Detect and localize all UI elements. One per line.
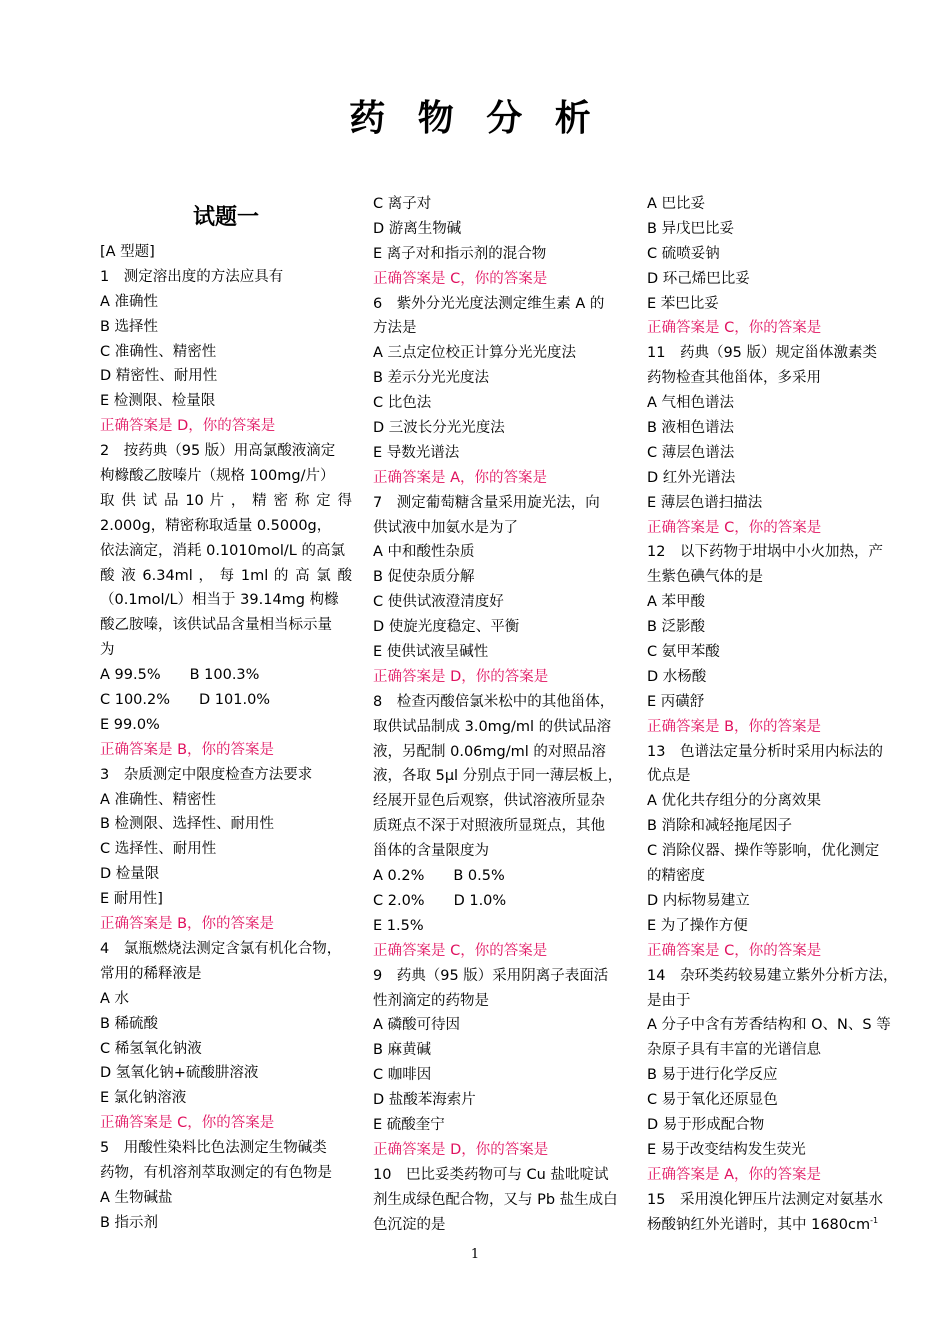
option-line: E 为了操作方便 xyxy=(647,917,748,934)
question-line: 13 色谱法定量分析时采用内标法的 xyxy=(647,743,883,760)
question-line: 14 杂环类药较易建立紫外分析方法， xyxy=(647,967,898,984)
option-line: E 易于改变结构发生荧光 xyxy=(647,1141,806,1158)
text-line: 方法是 xyxy=(373,320,417,337)
answer-line: 正确答案是 C，你的答案是 xyxy=(647,320,822,337)
option-line: B 稀硫酸 xyxy=(100,1015,159,1032)
option-line: C 准确性、精密性 xyxy=(100,343,217,360)
text-line: 酸 液 6.34ml ， 每 1ml 的 高 氯 酸 xyxy=(100,567,352,584)
question-line: 1 测定溶出度的方法应具有 xyxy=(100,268,284,285)
question-line: 9 药典（95 版）采用阴离子表面活 xyxy=(373,967,609,984)
option-line: A 中和酸性杂质 xyxy=(373,544,475,561)
question-line: 12 以下药物于坩埚中小火加热，产 xyxy=(647,544,883,561)
answer-line: 正确答案是 C，你的答案是 xyxy=(647,942,822,959)
option-line: E 导数光谱法 xyxy=(373,444,460,461)
option-line: C 选择性、耐用性 xyxy=(100,841,217,858)
option-line: C 易于氧化还原显色 xyxy=(647,1092,778,1109)
option-line: C 薄层色谱法 xyxy=(647,444,735,461)
document-title: 药 物 分 析 xyxy=(349,98,601,139)
text-line: （0.1mol/L）相当于 39.14mg 枸橼 xyxy=(100,592,339,609)
text-line: 依法滴定，消耗 0.1010mol/L 的高氯 xyxy=(100,542,345,559)
option-line: D 环己烯巴比妥 xyxy=(647,270,750,287)
option-line: C 比色法 xyxy=(373,395,432,412)
option-line: B 泛影酸 xyxy=(647,619,706,636)
text-line: 供试液中加氨水是为了 xyxy=(373,519,518,536)
option-line: B 麻黄碱 xyxy=(373,1042,432,1059)
option-line: D 精密性、耐用性 xyxy=(100,368,218,385)
question-line: 15 采用溴化钾压片法测定对氨基水 xyxy=(647,1191,883,1208)
option-line: D 游离生物碱 xyxy=(373,220,462,237)
option-line: E 离子对和指示剂的混合物 xyxy=(373,245,547,262)
answer-line: 正确答案是 C，你的答案是 xyxy=(373,270,548,287)
option-line: B 选择性 xyxy=(100,318,159,335)
option-line: D 氢氧化钠+硫酸肼溶液 xyxy=(100,1065,259,1082)
text-line: 取供试品制成 3.0mg/ml 的供试品溶 xyxy=(373,718,612,735)
option-line: D 水杨酸 xyxy=(647,668,707,685)
option-line: D 使旋光度稳定、平衡 xyxy=(373,619,520,636)
text-line: 生紫色碘气体的是 xyxy=(647,569,763,586)
superscript: -1 xyxy=(870,1215,879,1225)
option-line: C 2.0% D 1.0% xyxy=(373,892,507,909)
option-line: A 三点定位校正计算分光光度法 xyxy=(373,345,577,362)
text-line: 质斑点不深于对照液所显斑点，其他 xyxy=(373,818,605,835)
text-line: 液，各取 5μl 分别点于同一薄层板上， xyxy=(373,768,623,785)
option-line: B 检测限、选择性、耐用性 xyxy=(100,816,275,833)
option-line: D 三波长分光光度法 xyxy=(373,420,505,437)
option-line: A 巴比妥 xyxy=(647,196,706,212)
question-line: 5 用酸性染料比色法测定生物碱类 xyxy=(100,1140,327,1157)
question-line: 2 按药典（95 版）用高氯酸液滴定 xyxy=(100,443,336,460)
text-line: 杨酸钠红外光谱时，其中 $1680cm^{-1}$ xyxy=(647,1215,879,1233)
option-line: C 硫喷妥钠 xyxy=(647,245,720,262)
option-line: B 指示剂 xyxy=(100,1214,159,1231)
text-line: 是由于 xyxy=(647,992,691,1009)
option-line: A 苯甲酸 xyxy=(647,594,706,611)
option-line: B 异戊巴比妥 xyxy=(647,220,735,237)
option-line: E 耐用性] xyxy=(100,891,163,908)
option-line: E 硫酸奎宁 xyxy=(373,1116,445,1133)
option-line: E 使供试液呈碱性 xyxy=(373,644,489,661)
text-line: [A 型题] xyxy=(100,244,155,260)
answer-line: 正确答案是 D，你的答案是 xyxy=(373,668,549,685)
text-line: 色沉淀的是 xyxy=(373,1216,446,1233)
column-2 xyxy=(373,192,625,1237)
text-line: 剂生成绿色配合物，又与 Pb 盐生成白 xyxy=(373,1191,618,1208)
option-line: D 盐酸苯海索片 xyxy=(373,1092,476,1109)
option-line: C 使供试液澄清度好 xyxy=(373,594,504,611)
option-line: A 准确性 xyxy=(100,293,159,310)
option-line: C 消除仪器、操作等影响，优化测定 xyxy=(647,843,880,860)
option-line: C 100.2% D 101.0% xyxy=(100,692,271,709)
text-line: 常用的稀释液是 xyxy=(100,965,202,982)
question-line: 4 氯瓶燃烧法测定含氯有机化合物， xyxy=(100,940,342,957)
question-line: 8 检查丙酸倍氯米松中的其他甾体， xyxy=(373,693,615,710)
text-line: 为 xyxy=(100,642,115,659)
option-line: A 优化共存组分的分离效果 xyxy=(647,793,822,810)
answer-line: 正确答案是 C，你的答案是 xyxy=(373,942,548,959)
option-line: E 薄层色谱扫描法 xyxy=(647,494,763,511)
option-line: C 氨甲苯酸 xyxy=(647,644,720,661)
option-line: D 易于形成配合物 xyxy=(647,1116,765,1133)
question-line: 11 药典（95 版）规定甾体激素类 xyxy=(647,345,878,362)
column-3 xyxy=(647,192,899,1237)
option-line: C 咖啡因 xyxy=(373,1067,432,1084)
option-line: A 气相色谱法 xyxy=(647,395,735,412)
option-line: E 氯化钠溶液 xyxy=(100,1090,187,1107)
option-line: E 检测限、检量限 xyxy=(100,393,216,410)
option-line: C 稀氢氧化钠液 xyxy=(100,1040,202,1057)
option-line: E 丙磺舒 xyxy=(647,693,705,710)
text-line: 液，另配制 0.06mg/ml 的对照品溶 xyxy=(373,743,606,760)
option-line: A 磷酸可待因 xyxy=(373,1017,461,1034)
answer-line: 正确答案是 C，你的答案是 xyxy=(647,519,822,536)
text-line: 2.000g，精密称取适量 0.5000g， xyxy=(100,517,332,534)
answer-line: 正确答案是 D，你的答案是 xyxy=(373,1141,549,1158)
option-line: D 红外光谱法 xyxy=(647,469,736,486)
question-line: 3 杂质测定中限度检查方法要求 xyxy=(100,766,313,783)
option-line: A 准确性、精密性 xyxy=(100,791,217,808)
answer-line: 正确答案是 D，你的答案是 xyxy=(100,418,276,435)
answer-line: 正确答案是 C，你的答案是 xyxy=(100,1115,275,1132)
option-line: A 0.2% B 0.5% xyxy=(373,868,505,885)
option-line: B 液相色谱法 xyxy=(647,420,735,437)
text-line: 枸橼酸乙胺嗪片（规格 100mg/片） xyxy=(100,468,335,485)
option-line: B 易于进行化学反应 xyxy=(647,1067,778,1084)
text-line: 药物，有机溶剂萃取测定的有色物是 xyxy=(100,1164,332,1181)
text-line: 甾体的含量限度为 xyxy=(373,843,489,860)
question-line: 6 紫外分光光度法测定维生素 A 的 xyxy=(373,295,605,312)
option-line: C 离子对 xyxy=(373,196,432,212)
answer-line: 正确答案是 B，你的答案是 xyxy=(647,718,822,735)
option-line: E 99.0% xyxy=(100,716,160,733)
answer-line: 正确答案是 B，你的答案是 xyxy=(100,916,275,933)
option-line: A 99.5% B 100.3% xyxy=(100,667,260,684)
option-line: A 水 xyxy=(100,990,130,1007)
option-line: B 促使杂质分解 xyxy=(373,569,475,586)
text-line: 药物检查其他甾体，多采用 xyxy=(647,370,821,387)
option-line: A 生物碱盐 xyxy=(100,1189,173,1206)
option-line: B 差示分光光度法 xyxy=(373,370,490,387)
text-line: 优点是 xyxy=(647,768,691,785)
question-line: 10 巴比妥类药物可与 Cu 盐吡啶试 xyxy=(373,1166,609,1183)
option-line: E 1.5% xyxy=(373,917,424,934)
text-line: 的精密度 xyxy=(647,868,705,885)
option-line: B 消除和减轻拖尾因子 xyxy=(647,818,793,835)
answer-line: 正确答案是 A，你的答案是 xyxy=(373,469,548,486)
option-line: D 内标物易建立 xyxy=(647,892,750,909)
option-line: E 苯巴比妥 xyxy=(647,295,719,312)
text-line: 经展开显色后观察，供试溶液所显杂 xyxy=(373,793,605,810)
text-line: 取 供 试 品 10 片 ， 精 密 称 定 得 xyxy=(100,492,352,509)
section-title: 试题一 xyxy=(192,205,259,230)
question-line: 7 测定葡萄糖含量采用旋光法，向 xyxy=(373,494,600,511)
text-line: 杂原子具有丰富的光谱信息 xyxy=(647,1042,821,1059)
text-line: 酸乙胺嗪，该供试品含量相当标示量 xyxy=(100,617,332,634)
answer-line: 正确答案是 A，你的答案是 xyxy=(647,1166,822,1183)
page-number: 1 xyxy=(470,1247,480,1262)
answer-line: 正确答案是 B，你的答案是 xyxy=(100,741,275,758)
text-line: 性剂滴定的药物是 xyxy=(373,992,489,1009)
option-line: D 检量限 xyxy=(100,866,160,883)
option-line: A 分子中含有芳香结构和 O、N、S 等 xyxy=(647,1017,891,1034)
column-1 xyxy=(100,192,352,1236)
